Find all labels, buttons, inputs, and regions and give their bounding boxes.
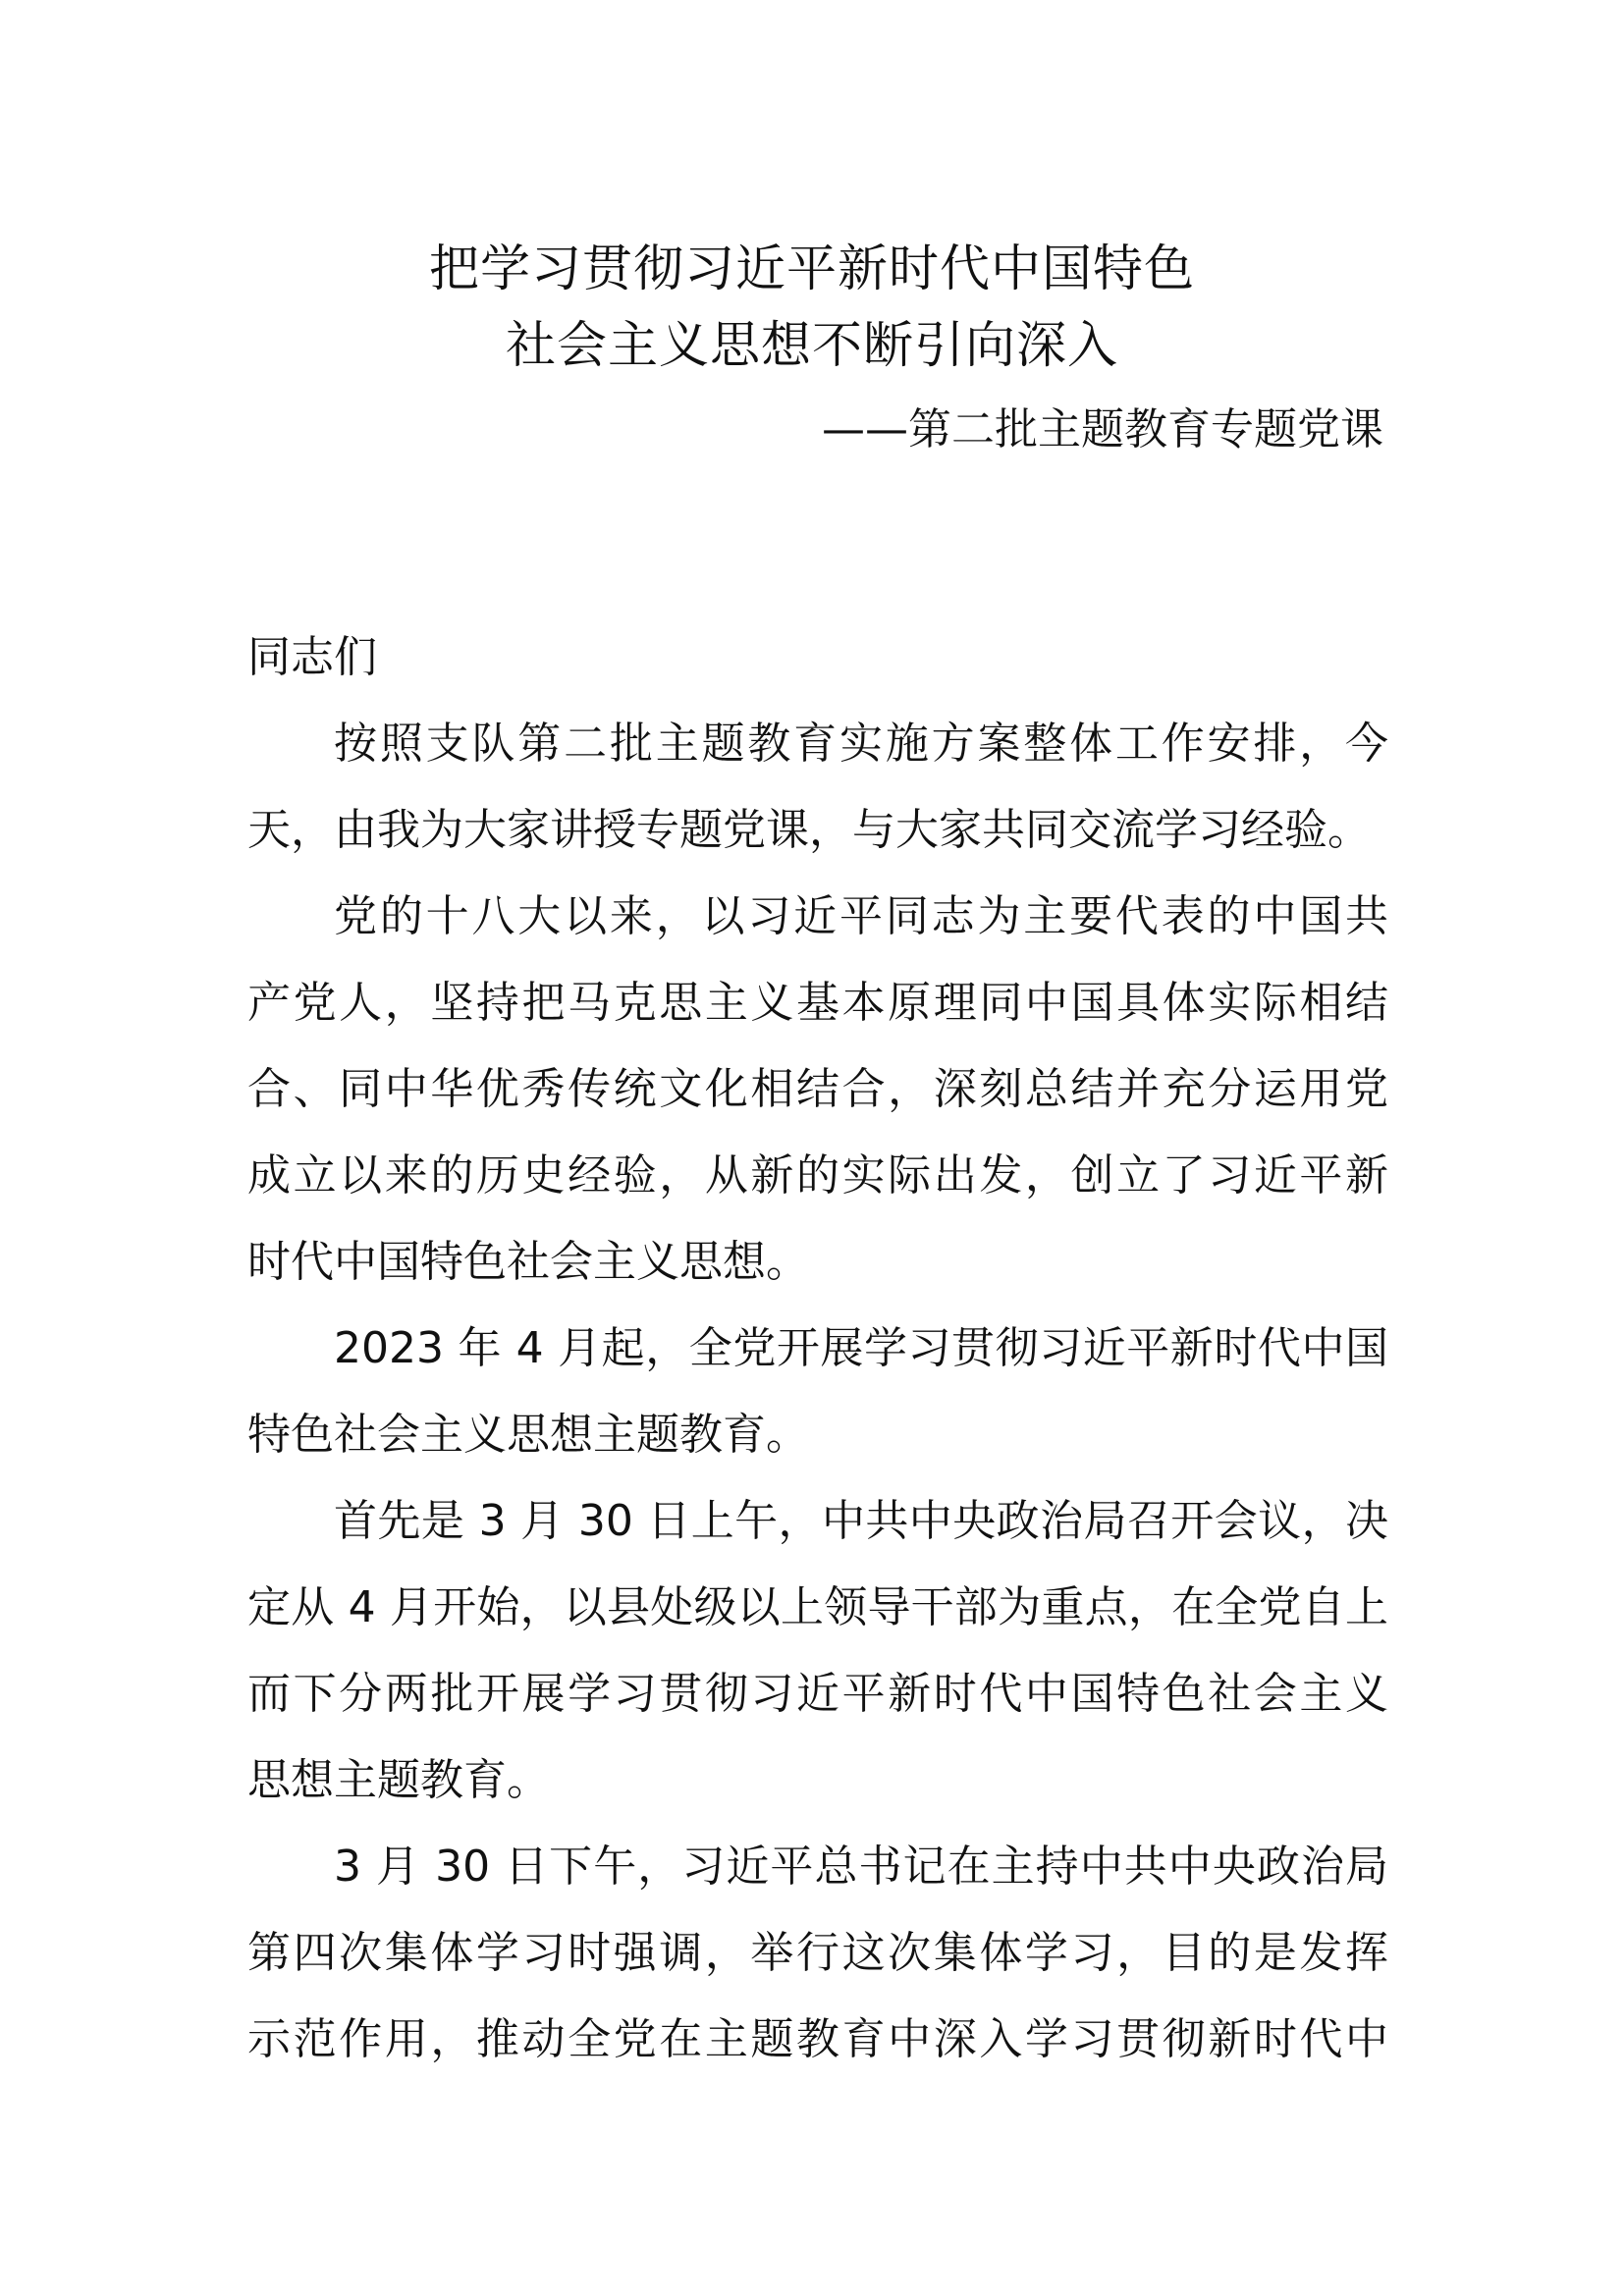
paragraph-line: 示范作用，推动全党在主题教育中深入学习贯彻新时代中: [247, 2014, 1388, 2064]
paragraph-line: 定从 4 月开始，以县处级以上领导干部为重点，在全党自上: [247, 1582, 1388, 1632]
paragraph-4: [247, 1478, 1388, 1824]
paragraph-line: 2023 年 4 月起，全党开展学习贯彻习近平新时代中国: [334, 1323, 1388, 1373]
paragraph-line: 成立以来的历史经验，从新的实际出发，创立了习近平新: [247, 1150, 1388, 1201]
paragraph-line: 3 月 30 日下午，习近平总书记在主持中共中央政治局: [334, 1842, 1388, 1892]
paragraph-line: 天，由我为大家讲授专题党课，与大家共同交流学习经验。: [247, 805, 1371, 855]
paragraph-line: 思想主题教育。: [247, 1755, 550, 1805]
paragraph-line: 特色社会主义思想主题教育。: [247, 1410, 809, 1460]
paragraph-line: 第四次集体学习时强调，举行这次集体学习，目的是发挥: [247, 1928, 1388, 1978]
paragraph-2: [247, 874, 1388, 1306]
paragraph-line: 按照支队第二批主题教育实施方案整体工作安排，今: [334, 719, 1388, 769]
document-body: [247, 614, 1388, 2083]
paragraph-line: 党的十八大以来，以习近平同志为主要代表的中国共: [334, 891, 1388, 941]
paragraph-line: 合、同中华优秀传统文化相结合，深刻总结并充分运用党: [247, 1064, 1388, 1114]
paragraph-line: 时代中国特色社会主义思想。: [247, 1237, 809, 1287]
paragraph-5: [247, 1824, 1388, 2083]
paragraph-3: [247, 1306, 1388, 1478]
paragraph-1: [247, 701, 1388, 874]
paragraph-line: 首先是 3 月 30 日上午，中共中央政治局召开会议，决: [334, 1496, 1388, 1546]
paragraph-line: 而下分两批开展学习贯彻习近平新时代中国特色社会主义: [247, 1669, 1388, 1719]
paragraph-line: 产党人，坚持把马克思主义基本原理同中国具体实际相结: [247, 978, 1388, 1028]
salutation: 同志们: [247, 632, 377, 682]
document-subtitle: ——第二批主题教育专题党课: [822, 404, 1383, 454]
title-line-2: 社会主义思想不断引向深入: [505, 317, 1118, 375]
document-title: [0, 232, 1624, 385]
title-line-1: 把学习贯彻习近平新时代中国特色: [428, 240, 1195, 298]
